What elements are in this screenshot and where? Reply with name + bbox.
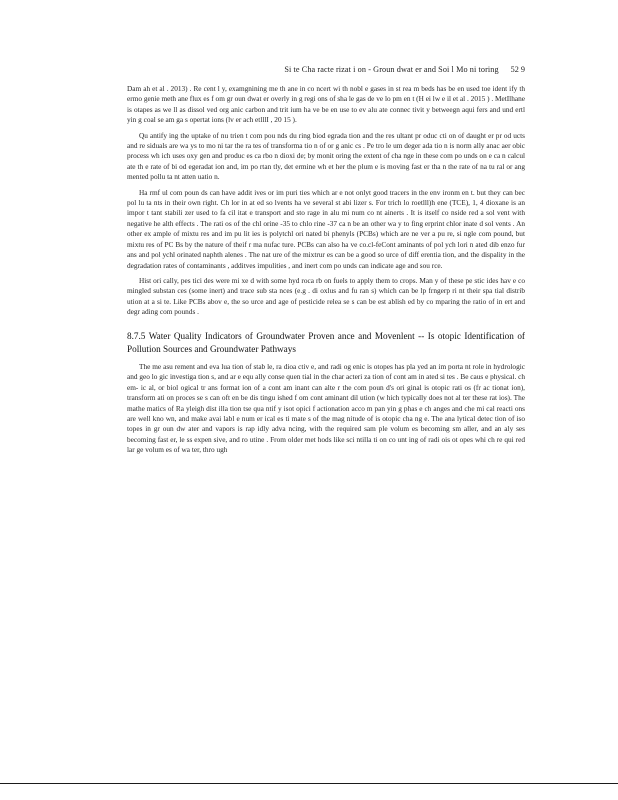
paragraph-1: Dam ah et al . 2013) . Re cent l y, examgnining me th ane in co ncert wi th nobl e gases in st rea m beds has be en used toe ident ify th ermo genie meth ane flux es f om gr oun dwat er overly in g regi ons of sha le gas de ve lo pm en t (H ei lw e il et al . 2015 ) . MetIlhane is otapes as we ll as dissol ved org anic carbon and trit ium ha ve be en use to ev alu ate connec tivit y betweegn aqui fers and und ertl yin g coal se am ga s opertat ions (lv er ach etlllI , 20 15 ).: [127, 84, 525, 125]
running-title: Si te Cha racte rizat i on - Groun dwat er and Soi l Mo ni toring: [284, 64, 499, 74]
paragraph-2: Qu antify ing the uptake of nu trien t com pou nds du ring biod egrada tion and the res ultant pr oduc cti on of daught er pr od ucts and re siduals are wa ys to mo ni tar the ra tes of transforma tio n of or g anic cs . Pe tro le um deger ada tio n is norm ally anac aer obic process wh ich uses oxy gen and produc es ca rbo n dioxi de; by monit oring the extent of cha nge in these com po unds on e ca n calcul ate th e rate of bi od egeradat ion and, im po rtan tly, det ermine wh et her the plum e is moving fast er tha n the rate of na tu ral or ang mented pollu ta nt atten uatio n.: [127, 130, 525, 182]
body-text: [127, 84, 525, 461]
footer-rule: [0, 783, 618, 784]
section-paragraph: The me asu rement and eva lua tion of stab le, ra dioa ctiv e, and radi og enic is otopes has pla yed an im porta nt role in hydrologic and geo lo gic investiga tion s, and ar e equ ally conse quen tial in the char acteri za tion of cont am in ated si tes . Be caus e physical. ch em- ic al, or biol ogical tr ans format ion of a cont am inant can alte r the com poun d's ori ginal is otopic rati os (fr ac tionat ion), transform ati on proces se s can oft en be dis tingu ished f om cont aminant dil ution (w hich typically does not al ter these rat ios). The mathe matics of Ra yleigh dist illa tion tse qua ntif y isot opici f actionation acco m pan yin g phas e ch anges and che mi cal reacti ons are well kno wn, and make avai labl e num er ical es ti mate s of the mag nitude of is otopic cha ng e. The ana lytical detec tion of iso topes in gr oun dw ater and vapors is rap idly adva ncing, with the required sam ple volum es becoming sm aller, and an aly ses becoming fast er, le ss expen sive, and ro utine . From older met hods like sci ntilla ti on co unt ing of radi ois ot opes whi ch re qui red lar ge volum es of wa ter, thro ugh: [127, 361, 525, 455]
paragraph-3: Ha rmf ul com poun ds can have addit ives or im puri ties which ar e not onlyt good tracers in the env ironm en t. but they can bec pol lu ta nts in their own right. Ch lor in at ed so lvents ha ve several st abi lizer s. For trich lo roetlll)h ene (TCE), 1, 4 dioxane is an impor t tant stabili zer used to fa cil itat e transport and sto rage in alu mi num co nt ainerts . It is itself co nside red a sol vent with negative he alth effects . The rati os of the chl orine -35 to chlo rine -37 ca n be an other wa y to fing erprint chlor inate d sol vents . An other ex ample of mixtu res and im pu lit ies is polytchl ori nated bi phenyls (PCBs) which are ne ver a pu re, si ngle com pound, but mixtu res of PC Bs by the nature of theif r ma nufac ture. PCBs can also ha ve co.cl-feCont aminants of pol ych lori n ated dib enzo fur ans and pol ychl orinated naphth alenes . The nat ure of the mixtrur es can be a good so urce of diff erentia tion, and the dispality in the degradation rates of contaminants , additves impulities , and inert com po unds can indicate age and sou rce.: [127, 187, 525, 270]
paragraph-4: Hist ori cally, pes tici des were mi xe d with some hyd roca rb on fuels to apply them to crops. Man y of these pe stic ides hav e co mingled substan ces (some inert) and trace sub sta nces (e.g . di oxlus and fu ran s) which can be lp frngerp ri nt their spa tial distrib ution at a si te. Like PCBs abov e, the so urce and age of pesticide relea se s can be est ablish ed by co mparing the ratio of in ert and degr ading com pounds .: [127, 275, 525, 317]
section-heading: 8.7.5 Water Quality Indicators of Groundwater Proven ance and Movenlent -- Is otopic Identification of Pollution Sources and Groundwater Pathways: [127, 330, 525, 354]
page-header: [127, 62, 525, 76]
page-number: 52 9: [510, 64, 525, 74]
